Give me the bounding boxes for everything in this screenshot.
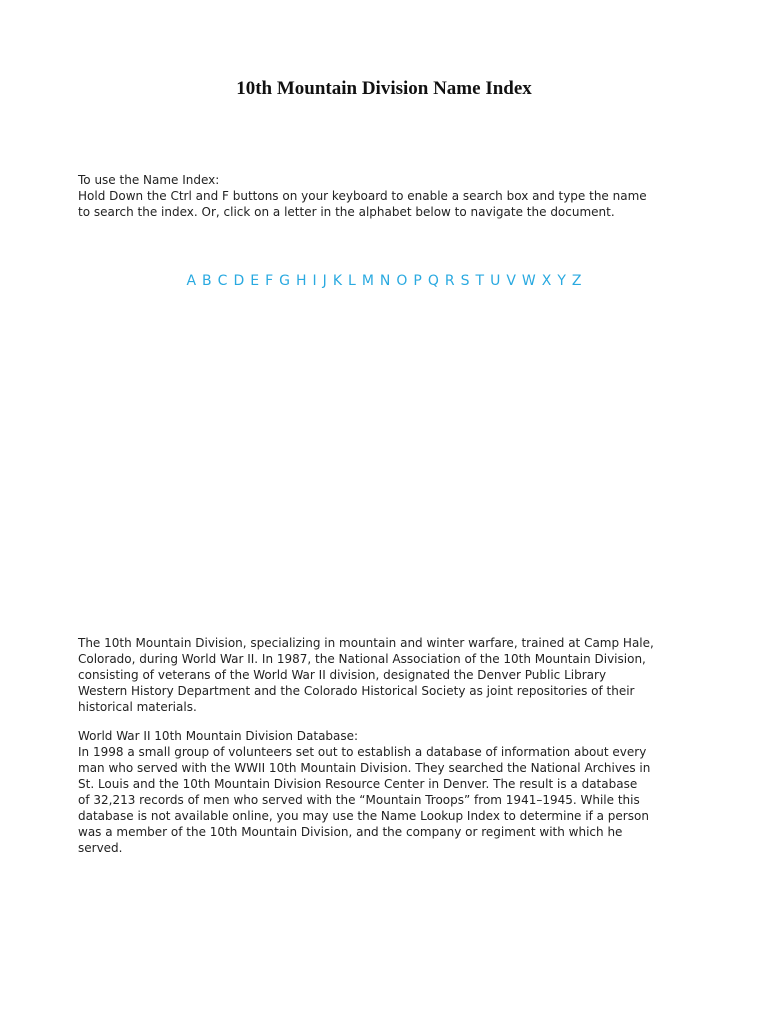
alphabet-link-a[interactable]: A (186, 273, 197, 289)
alphabet-link-k[interactable]: K (332, 273, 342, 289)
alphabet-link-u[interactable]: U (490, 273, 501, 289)
instructions-line: Hold Down the Ctrl and F buttons on your keyboard to enable a search box and type the name (78, 189, 647, 203)
alphabet-link-q[interactable]: Q (427, 273, 439, 289)
about-line: consisting of veterans of the World War II division, designated the Denver Public Library (78, 668, 607, 682)
database-paragraph (78, 728, 718, 856)
alphabet-link-g[interactable]: G (279, 273, 290, 289)
alphabet-link-i[interactable]: I (312, 273, 317, 289)
database-line: database is not available online, you may use the Name Lookup Index to determine if a person (78, 809, 649, 823)
alphabet-link-x[interactable]: X (541, 273, 552, 289)
about-line: The 10th Mountain Division, specializing in mountain and winter warfare, trained at Camp Hale, (78, 636, 654, 650)
alphabet-link-l[interactable]: L (348, 273, 356, 289)
database-line: of 32,213 records of men who served with the “Mountain Troops” from 1941–1945. While this (78, 793, 640, 807)
instructions-heading: To use the Name Index: (78, 173, 220, 187)
alphabet-link-s[interactable]: S (460, 273, 470, 289)
alphabet-link-j[interactable]: J (322, 273, 327, 289)
database-line: In 1998 a small group of volunteers set out to establish a database of information about every (78, 745, 647, 759)
alphabet-link-y[interactable]: Y (557, 273, 566, 289)
alphabet-link-w[interactable]: W (521, 273, 536, 289)
alphabet-link-m[interactable]: M (361, 273, 374, 289)
alphabet-link-p[interactable]: P (413, 273, 422, 289)
alphabet-link-r[interactable]: R (444, 273, 455, 289)
alphabet-link-z[interactable]: Z (571, 273, 582, 289)
database-line: served. (78, 841, 123, 855)
database-line: man who served with the WWII 10th Mountain Division. They searched the National Archives in (78, 761, 651, 775)
about-line: historical materials. (78, 700, 197, 714)
page-title: 10th Mountain Division Name Index (236, 78, 532, 99)
alphabet-link-f[interactable]: F (265, 273, 274, 289)
database-heading: World War II 10th Mountain Division Database: (78, 729, 359, 743)
database-line: was a member of the 10th Mountain Division, and the company or regiment with which he (78, 825, 623, 839)
alphabet-link-c[interactable]: C (217, 273, 228, 289)
database-line: St. Louis and the 10th Mountain Division Resource Center in Denver. The result is a database (78, 777, 638, 791)
alphabet-link-d[interactable]: D (233, 273, 245, 289)
alphabet-link-h[interactable]: H (296, 273, 307, 289)
alphabet-link-v[interactable]: V (506, 273, 516, 289)
alphabet-link-n[interactable]: N (379, 273, 391, 289)
about-paragraph (78, 635, 718, 715)
instructions-block (78, 172, 698, 220)
alphabet-link-e[interactable]: E (250, 273, 260, 289)
alphabet-link-t[interactable]: T (475, 273, 485, 289)
alphabet-nav (0, 271, 768, 291)
instructions-line: to search the index. Or, click on a letter in the alphabet below to navigate the document. (78, 205, 615, 219)
alphabet-link-b[interactable]: B (202, 273, 212, 289)
about-line: Colorado, during World War II. In 1987, the National Association of the 10th Mountain Division, (78, 652, 646, 666)
about-line: Western History Department and the Colorado Historical Society as joint repositories of their (78, 684, 635, 698)
alphabet-link-o[interactable]: O (396, 273, 408, 289)
